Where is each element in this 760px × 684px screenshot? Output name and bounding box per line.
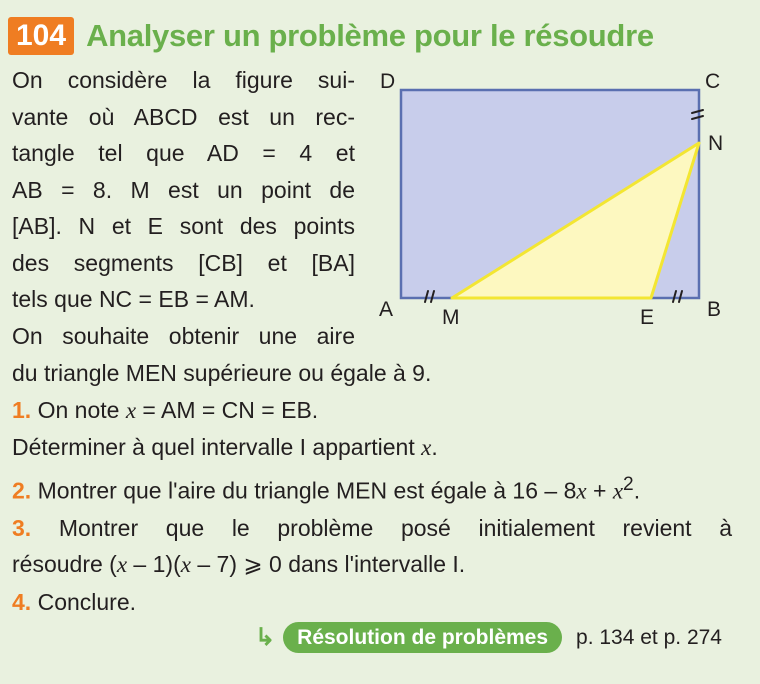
question-number: 2. bbox=[12, 477, 32, 504]
question-1: 1. On note x = AM = CN = EB. bbox=[12, 396, 319, 423]
exercise-header bbox=[8, 16, 654, 56]
label-a: A bbox=[379, 298, 394, 321]
intro-line: On considère la figure sui- bbox=[12, 67, 355, 93]
geometry-figure bbox=[372, 66, 748, 336]
intro-line: vante où ABCD est un rec- bbox=[12, 103, 355, 130]
intro-line: tangle tel que AD = 4 et bbox=[12, 140, 355, 166]
intro-line: des segments [CB] et [BA] bbox=[12, 249, 355, 276]
label-n: N bbox=[708, 132, 724, 155]
resolution-link[interactable]: Résolution de problèmes bbox=[283, 622, 562, 653]
figure-svg bbox=[372, 66, 748, 336]
intro-line: On souhaite obtenir une aire bbox=[12, 322, 355, 349]
questions-block bbox=[12, 355, 732, 620]
intro-line: tels que NC = EB = AM. bbox=[12, 286, 255, 312]
question-1-line-2: Déterminer à quel intervalle I appartient x. bbox=[12, 434, 438, 460]
exercise-number-badge: 104 bbox=[8, 17, 74, 55]
label-c: C bbox=[705, 70, 721, 93]
arrow-icon: ↳ bbox=[255, 624, 276, 651]
label-b: B bbox=[707, 298, 722, 321]
question-4: 4. Conclure. bbox=[12, 588, 137, 615]
label-m: M bbox=[442, 306, 460, 329]
label-e: E bbox=[640, 306, 655, 329]
page-reference: p. 134 et p. 274 bbox=[576, 625, 722, 649]
question-3: 3. Montrer que le problème posé initialement revient à bbox=[12, 514, 732, 541]
label-d: D bbox=[380, 70, 396, 93]
intro-continuation: du triangle MEN supérieure ou égale à 9. bbox=[12, 360, 432, 386]
intro-line: [AB]. N et E sont des points bbox=[12, 213, 355, 239]
question-number: 3. bbox=[12, 514, 32, 541]
intro-line: AB = 8. M est un point de bbox=[12, 176, 355, 203]
intro-paragraph bbox=[12, 62, 355, 354]
question-number: 4. bbox=[12, 588, 32, 615]
question-number: 1. bbox=[12, 396, 32, 423]
footer-reference bbox=[255, 622, 722, 653]
exercise-title: Analyser un problème pour le résoudre bbox=[86, 18, 654, 53]
question-3-line-2: résoudre (x – 1)(x – 7) ⩾ 0 dans l'intervalle I. bbox=[12, 551, 466, 578]
question-2: 2. Montrer que l'aire du triangle MEN est égale à $16 - 8x + x^2$. bbox=[12, 473, 641, 504]
